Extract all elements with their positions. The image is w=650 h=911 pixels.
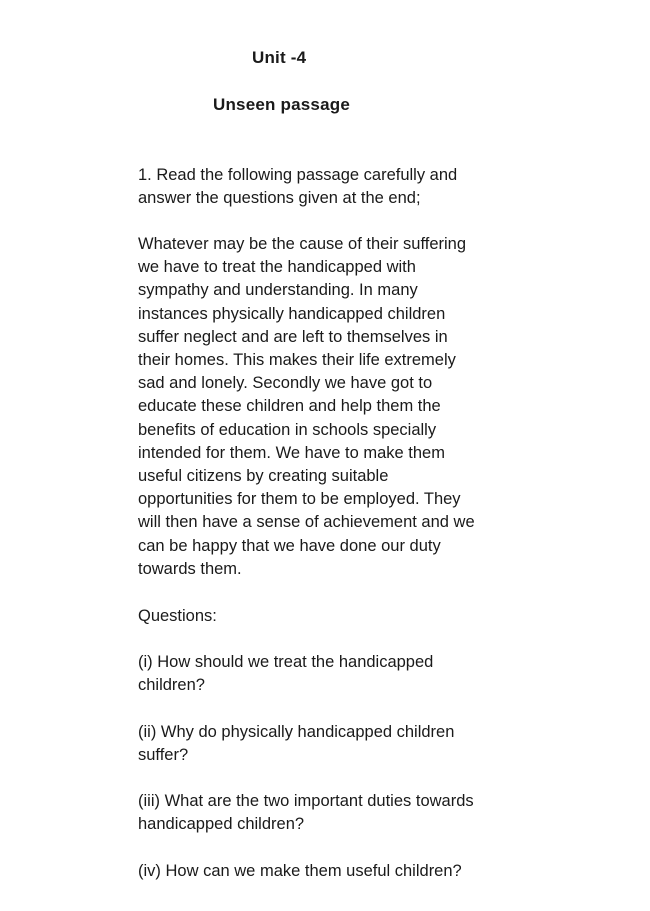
passage-text: Whatever may be the cause of their suffering we have to treat the handicapped with sympathy and understanding. In many instances physically handicapped children suffer neglect and are left to themselves in their homes. This makes their life extremely sad and lonely. Secondly we have got to educate these children and help them the benefits of education in schools specially intended for them. We have to make them useful citizens by creating suitable opportunities for them to be employed. They will then have a sense of achievement and we can be happy that we have done our duty towards them. [138,235,475,578]
instruction-text: 1. Read the following passage carefully and answer the questions given at the end; [138,166,458,208]
questions-heading: Questions: [138,607,217,625]
question-item: (ii) Why do physically handicapped children suffer? [138,723,455,765]
unit-title: Unit -4 [252,48,307,67]
question-item: (iii) What are the two important duties towards handicapped children? [138,792,474,834]
question-item: (i) How should we treat the handicapped children? [138,653,434,695]
question-item: (iv) How can we make them useful children? [138,862,462,880]
section-title: Unseen passage [213,95,350,114]
